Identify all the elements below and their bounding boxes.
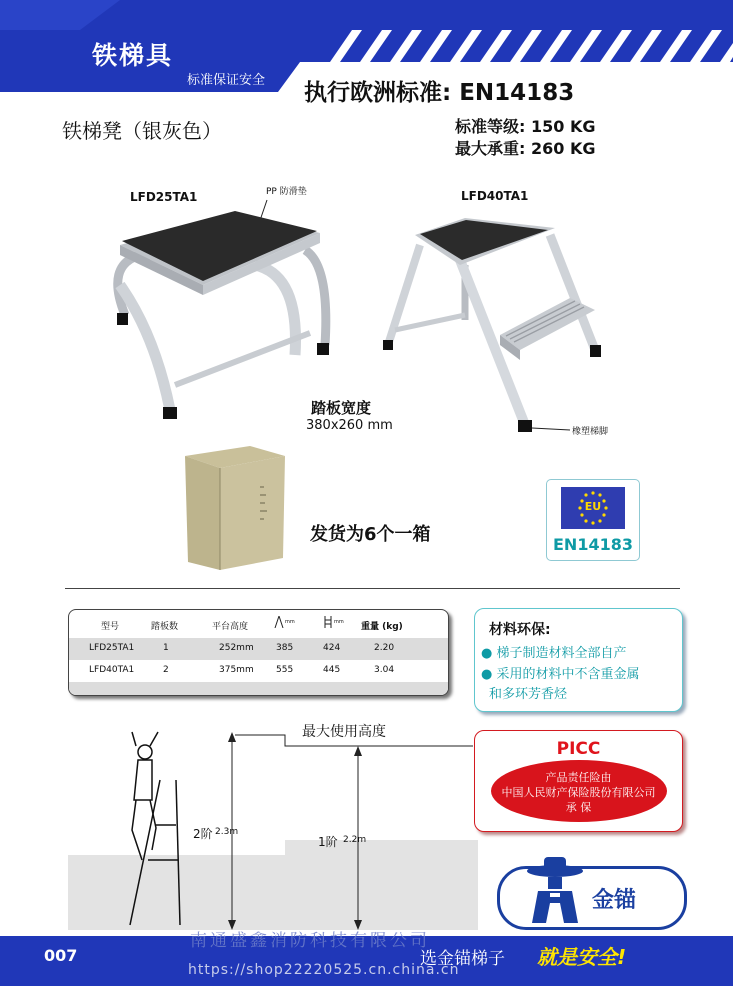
header-title: 铁梯具 xyxy=(92,41,174,70)
insurance-line: 承 保 xyxy=(565,801,592,814)
step-stool-one-step-image xyxy=(95,195,345,425)
table-cell: 2 xyxy=(163,665,169,675)
en14183-badge xyxy=(546,479,640,561)
standard-code: EN14183 xyxy=(459,80,575,106)
standard-heading xyxy=(304,74,574,107)
tread-width-value: 380x260 mm xyxy=(306,418,393,433)
spec-table xyxy=(68,609,449,696)
materials-line: ● 梯子制造材料全部自产 xyxy=(481,646,627,661)
divider xyxy=(65,588,680,589)
table-row xyxy=(69,638,448,660)
url-watermark: https://shop22220525.cn.china.cn xyxy=(188,962,460,978)
insurance-line: 产品责任险由 xyxy=(545,771,612,784)
table-header-row xyxy=(69,614,448,636)
slogan-part-a: 选金锚梯子 xyxy=(420,949,505,969)
slogan-part-b: 就是安全! xyxy=(537,945,627,969)
table-cell: LFD25TA1 xyxy=(89,643,135,653)
product-title: 铁梯凳（银灰色） xyxy=(62,119,222,143)
shipping-note: 发货为6个一箱 xyxy=(310,524,431,545)
table-header: mm xyxy=(285,619,295,625)
model-label-right: LFD40TA1 xyxy=(461,189,529,203)
pp-pad-label: PP 防滑垫 xyxy=(266,187,307,197)
step-stool-two-step-image xyxy=(380,210,620,440)
rubber-foot-label: 橡塑梯脚 xyxy=(572,427,609,437)
brand-logo xyxy=(497,866,687,930)
ladder-width-icon xyxy=(323,616,333,631)
max-load-spec: 最大承重: 260 KG xyxy=(455,139,596,158)
picc-title: PICC xyxy=(556,739,601,759)
standard-prefix: 执行欧洲标准: xyxy=(304,80,452,106)
materials-line: ● 采用的材料中不含重金属 xyxy=(481,667,640,682)
model-label-left: LFD25TA1 xyxy=(130,190,198,204)
insurance-box xyxy=(474,730,683,832)
step2-height: 2.3m xyxy=(215,827,239,837)
grade-spec: 标准等级: 150 KG xyxy=(455,117,596,136)
table-cell: 445 xyxy=(323,665,341,675)
eu-flag xyxy=(561,487,625,529)
company-watermark: 南通盛鑫消防科技有限公司 xyxy=(190,931,430,951)
materials-box xyxy=(474,608,683,712)
en14183-badge-code: EN14183 xyxy=(553,535,633,554)
table-cell: 385 xyxy=(276,643,294,653)
table-cell: 1 xyxy=(163,643,169,653)
table-header: 平台高度 xyxy=(212,622,249,632)
brand-name: 金锚 xyxy=(592,888,637,913)
table-cell: 424 xyxy=(323,643,341,653)
table-cell: 2.20 xyxy=(374,643,395,653)
carton-box-image xyxy=(180,438,290,578)
usage-height-diagram xyxy=(60,720,480,935)
max-height-label: 最大使用高度 xyxy=(302,724,386,740)
table-header: 踏板数 xyxy=(151,622,179,632)
header-subtitle: 标准保证安全 xyxy=(187,73,266,88)
step2-label: 2阶 xyxy=(193,827,213,841)
table-cell: 3.04 xyxy=(374,665,395,675)
table-header: mm xyxy=(334,619,344,625)
eu-flag-text: EU xyxy=(584,500,602,513)
table-cell: 375mm xyxy=(219,665,254,675)
insurance-line: 中国人民财产保险股份有限公司 xyxy=(501,786,656,799)
table-row xyxy=(69,660,448,682)
page-number: 007 xyxy=(44,946,78,965)
step1-height: 2.2m xyxy=(343,835,367,845)
step1-label: 1阶 xyxy=(318,835,338,849)
tread-width-title: 踏板宽度 xyxy=(311,399,372,417)
table-footer-band xyxy=(69,682,448,696)
table-header: 型号 xyxy=(101,622,120,632)
table-cell: 252mm xyxy=(219,643,254,653)
eu-stars-icon xyxy=(561,487,625,529)
table-header: 重量 (kg) xyxy=(361,622,403,632)
materials-title: 材料环保: xyxy=(489,622,551,638)
table-cell: 555 xyxy=(276,665,294,675)
materials-line: 和多环芳香烃 xyxy=(489,687,568,702)
table-cell: LFD40TA1 xyxy=(89,665,135,675)
ladder-a-icon xyxy=(274,616,284,631)
anchor-man-icon xyxy=(520,851,590,927)
